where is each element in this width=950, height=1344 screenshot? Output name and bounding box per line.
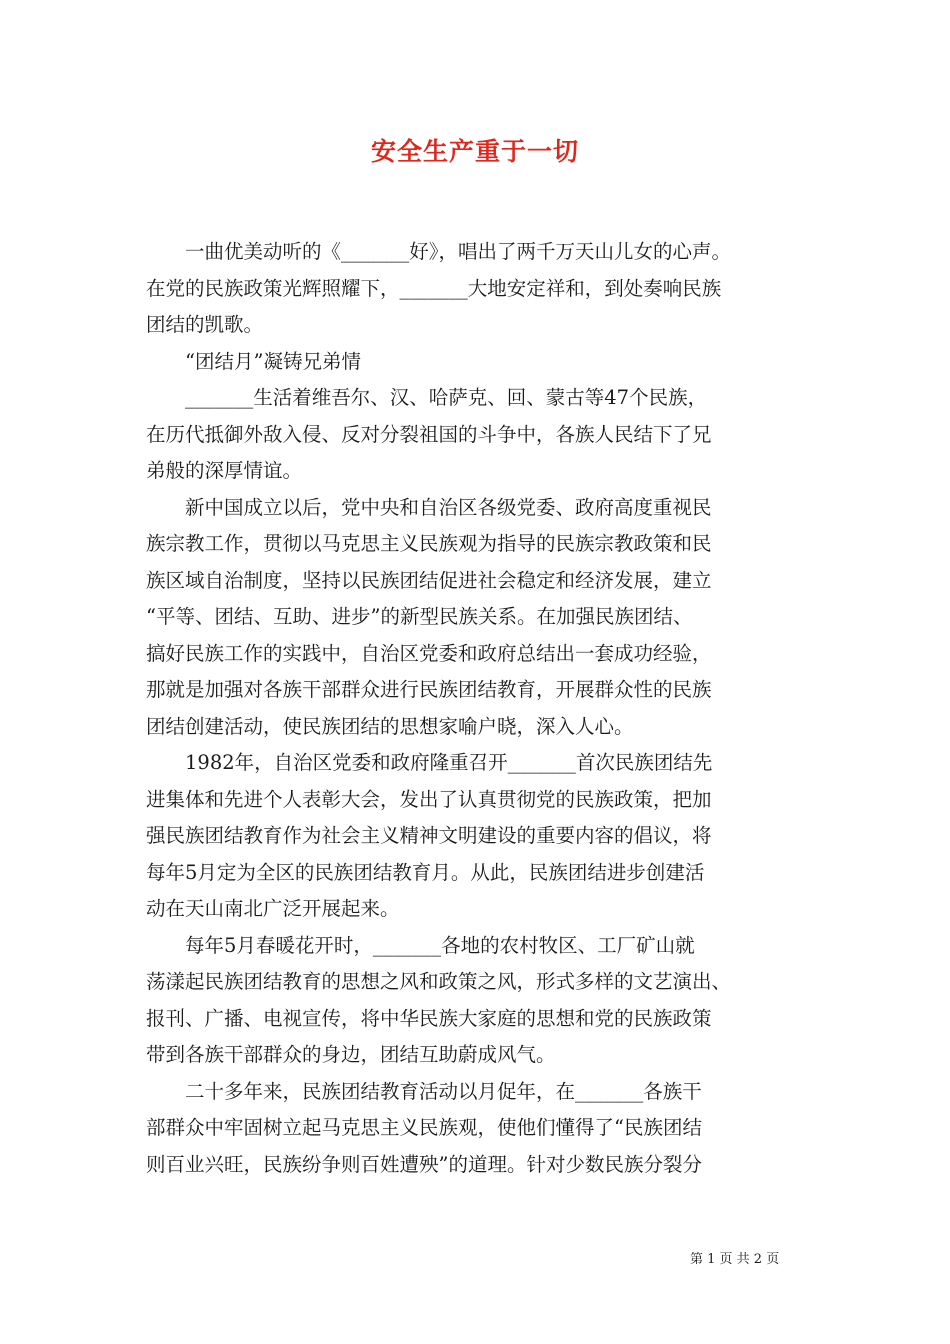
text-line: 新中国成立以后，党中央和自治区各级党委、政府高度重视民 [146,495,712,519]
text-line: 团结创建活动，使民族团结的思想家喻户晓，深入人心。 [146,714,634,738]
text-line: 荡漾起民族团结教育的思想之风和政策之风，形式多样的文艺演出、 [146,970,732,993]
text-line: 每年5月春暖花开时，_______各地的农村牧区、工厂矿山就 [146,933,695,957]
text-line: 报刊、广播、电视宣传，将中华民族大家庭的思想和党的民族政策 [146,1006,712,1030]
text-line: 一曲优美动听的《_______好》，唱出了两千万天山儿女的心声。 [146,240,732,263]
text-line: 动在天山南北广泛开展起来。 [146,897,400,920]
text-line: 那就是加强对各族干部群众进行民族团结教育，开展群众性的民族 [146,678,712,701]
text-line: 团结的凯歌。 [146,313,264,336]
text-line: 强民族团结教育作为社会主义精神文明建设的重要内容的倡议，将 [146,824,712,847]
text-line: 在党的民族政策光辉照耀下，_______大地安定祥和，到处奏响民族 [146,276,722,300]
page-number-footer: 第 1 页 共 2 页 [690,1252,780,1267]
section-subheading: “团结月”凝铸兄弟情 [146,349,361,373]
text-line: 部群众中牢固树立起马克思主义民族观，使他们懂得了“民族团结 [146,1116,702,1139]
text-line: 则百业兴旺，民族纷争则百姓遭殃”的道理。针对少数民族分裂分 [146,1152,702,1176]
text-line: “平等、团结、互助、进步”的新型民族关系。在加强民族团结、 [146,605,693,628]
text-line: _______生活着维吾尔、汉、哈萨克、回、蒙古等47个民族， [146,386,708,409]
text-line: 进集体和先进个人表彰大会，发出了认真贯彻党的民族政策，把加 [146,787,712,811]
text-line: 带到各族干部群众的身边，团结互助蔚成风气。 [146,1043,556,1066]
text-line: 在历代抵御外敌入侵、反对分裂祖国的斗争中，各族人民结下了兄 [146,422,712,446]
text-line: 二十多年来，民族团结教育活动以月促年，在_______各族干 [146,1079,702,1103]
text-line: 族区域自治制度，坚持以民族团结促进社会稳定和经济发展，建立 [146,568,712,592]
text-line: 搞好民族工作的实践中，自治区党委和政府总结出一套成功经验， [146,641,712,665]
document-title: 安全生产重于一切 [370,137,579,166]
text-line: 族宗教工作，贯彻以马克思主义民族观为指导的民族宗教政策和民 [146,532,712,555]
text-line: 1982年，自治区党委和政府隆重召开_______首次民族团结先 [146,751,713,774]
document-body [146,234,816,1183]
text-line: 弟般的深厚情谊。 [146,459,303,482]
text-line: 每年5月定为全区的民族团结教育月。从此，民族团结进步创建活 [146,860,705,884]
